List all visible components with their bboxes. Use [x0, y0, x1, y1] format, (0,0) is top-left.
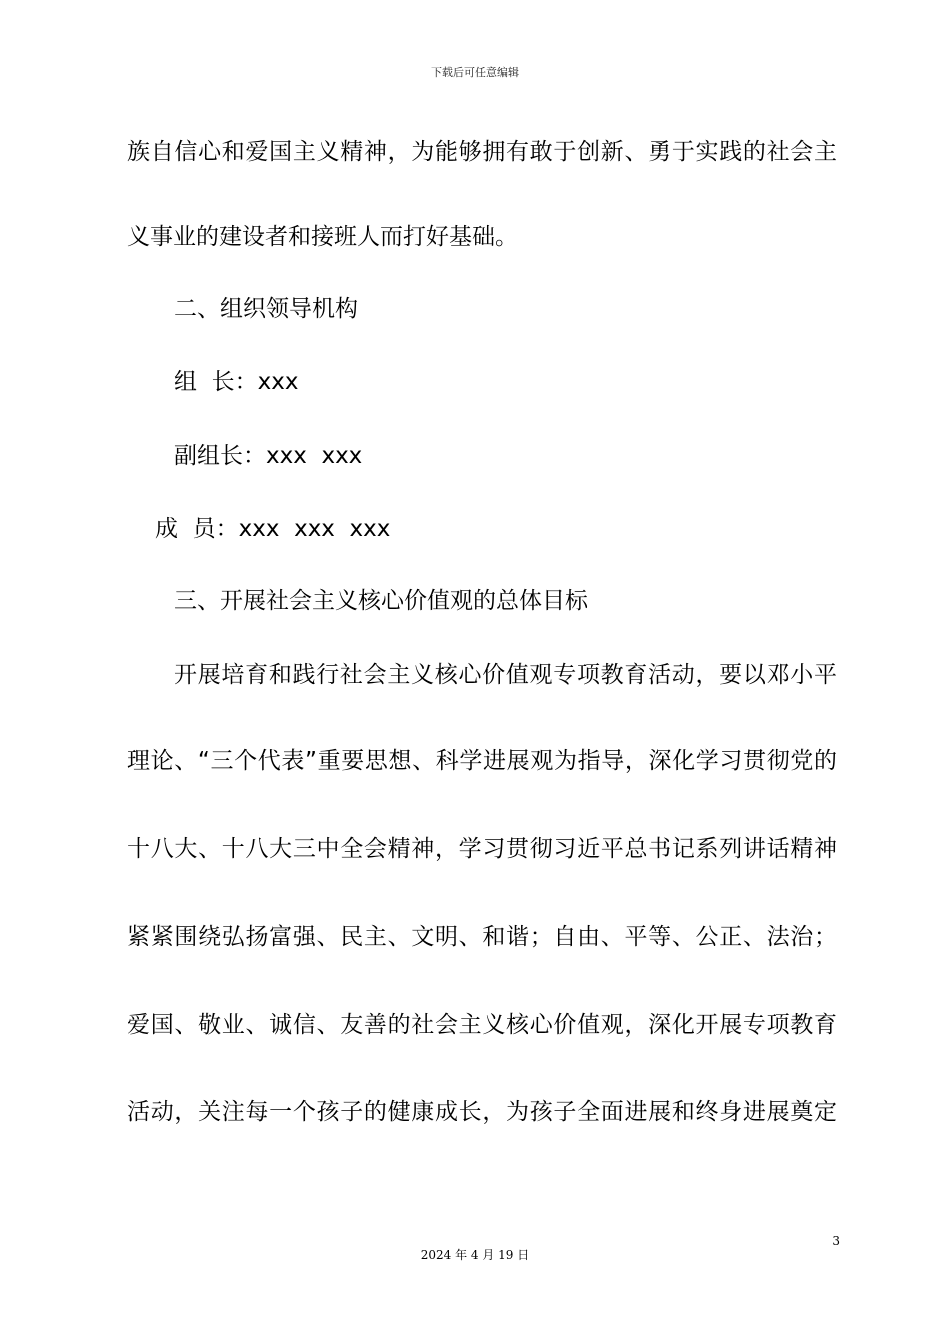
paragraph-line: 紧紧围绕弘扬富强、民主、文明、和谐；自由、平等、公正、法治； — [127, 924, 837, 950]
paragraph-line: 十八大、十八大三中全会精神，学习贯彻习近平总书记系列讲话精神 — [127, 836, 837, 862]
members-line: 成 员：xxx xxx xxx — [155, 516, 391, 542]
page-number: 3 — [832, 1234, 840, 1248]
section-heading: 二、组织领导机构 — [174, 296, 358, 322]
page-header: 下载后可任意编辑 — [431, 66, 519, 79]
paragraph-line: 活动，关注每一个孩子的健康成长，为孩子全面进展和终身进展奠定 — [127, 1099, 837, 1125]
paragraph-line: 开展培育和践行社会主义核心价值观专项教育活动，要以邓小平 — [174, 662, 837, 688]
paragraph-line: 理论、“三个代表”重要思想、科学进展观为指导，深化学习贯彻党的 — [127, 748, 837, 774]
paragraph-line: 爱国、敬业、诚信、友善的社会主义核心价值观，深化开展专项教育 — [127, 1012, 837, 1038]
footer-date: 2024 年 4 月 19 日 — [420, 1248, 530, 1262]
section-heading: 三、开展社会主义核心价值观的总体目标 — [174, 588, 588, 614]
leader-line: 组 长：xxx — [174, 369, 299, 395]
paragraph-line: 族自信心和爱国主义精神，为能够拥有敢于创新、勇于实践的社会主 — [127, 139, 837, 165]
paragraph-line: 义事业的建设者和接班人而打好基础。 — [127, 224, 518, 250]
deputy-leader-line: 副组长：xxx xxx — [174, 443, 363, 469]
